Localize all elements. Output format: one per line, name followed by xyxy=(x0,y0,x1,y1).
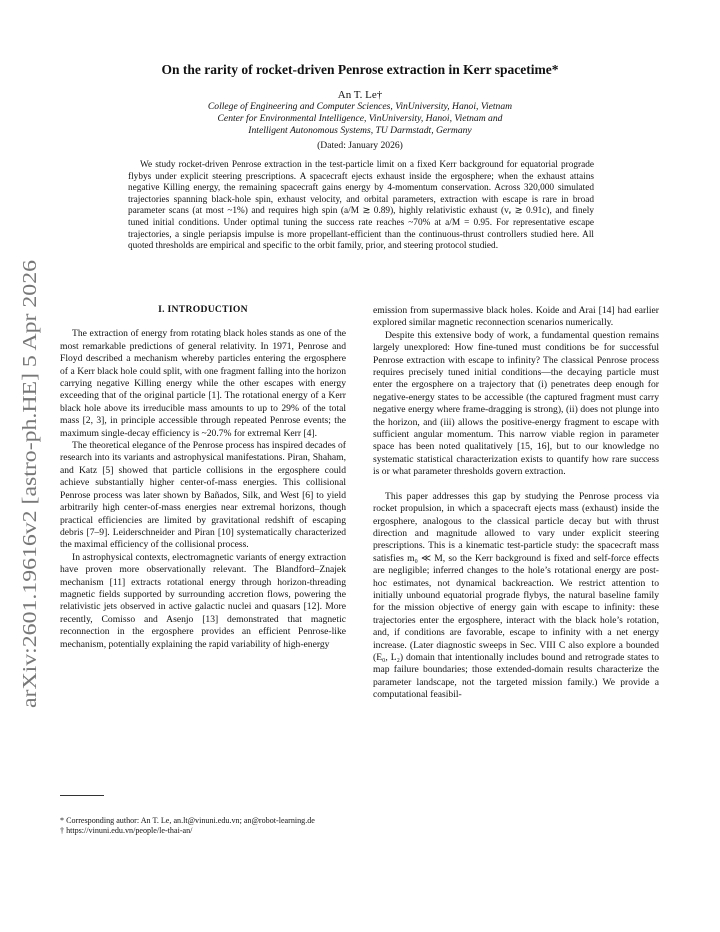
paragraph: This paper addresses this gap by studying the Penrose process via rocket propulsion, in which a spacecraft ejects mass (exhaust) inside the ergosphere, analogous to the classical particle decay but with thrust direction and magnitude allowed to vary under explicit steering prescriptions. This is a kinematic test-particle study: the spacecraft mass satisfies m₀ ≪ M, so the Kerr background is fixed and self-force effects are negligible; inferred changes to the hole’s rotational energy are post-hoc estimates, not dynamical backreaction. We restrict attention to initially unbound equatorial prograde flybys, the natural baseline family for the mission objective of energy gain with escape to infinity: these trajectories enter the ergosphere, interact with the black hole’s rotation, and, if conditions are favorable, escape to infinity with a net energy increase. (Later diagnostic sweeps in Sec. VIII C also explore a bounded (E₀, L₂) domain that intentionally includes bound and retrograde states to map failure boundaries; those extended-domain results characterize the parameter landscape, not the targeted mission family.) We provide a computational feasibil- xyxy=(373,490,659,701)
paragraph: Despite this extensive body of work, a fundamental question remains largely unexplored: How fine-tuned must conditions be for successful Penrose extraction with escape to infinity? The classical Penrose process requires precisely tuned initial conditions—the decaying particle must enter the ergosphere on a trajectory that (i) penetrates deep enough for negative-energy states to be accessible (the captured fragment must carry negative energy where frame-dragging is strong), (ii) does not plunge into the horizon, and (iii) allows the positive-energy fragment to escape with sufficient angular momentum. This narrow viable region in parameter space has been noted qualitatively [15, 16], but to our knowledge no systematic statistical characterization exists to quantify how rare success is or what parameter thresholds govern extraction. xyxy=(373,329,659,478)
right-column xyxy=(373,305,659,702)
footnote-corresponding-author: * Corresponding author: An T. Le, an.lt@vinuni.edu.vn; an@robot-learning.de xyxy=(60,816,315,825)
affiliations xyxy=(0,101,720,137)
arxiv-stamp-text: arXiv:2601.19616v2 [astro-ph.HE] 5 Apr 2026 xyxy=(20,340,41,708)
affiliation-1: College of Engineering and Computer Sciences, VinUniversity, Hanoi, Vietnam xyxy=(207,101,513,112)
footnote-rule xyxy=(60,795,104,796)
paper-title: On the rarity of rocket-driven Penrose extraction in Kerr spacetime* xyxy=(161,62,559,77)
paragraph: The extraction of energy from rotating black holes stands as one of the most remarkable predictions of general relativity. In 1971, Penrose and Floyd described a mechanism whereby particles entering the ergosphere of a Kerr black hole could split, with one fragment falling into the horizon carrying negative Killing energy while the other escapes with energy exceeding that of the original particle [1]. The rotational energy of a Kerr black hole above its irreducible mass amounts to up to 29% of the total mass [2, 3], in principle accessible through repeated Penrose events; the maximum single-decay efficiency is ~20.7% for extremal Kerr [4]. xyxy=(60,328,346,439)
left-column xyxy=(60,304,346,651)
affiliation-3: Intelligent Autonomous Systems, TU Darmstadt, Germany xyxy=(248,125,472,136)
section-heading-introduction: I. INTRODUCTION xyxy=(158,304,248,315)
paragraph: The theoretical elegance of the Penrose process has inspired decades of research into its variants and astrophysical manifestations. Piran, Shaham, and Katz [5] showed that particle collisions in the ergosphere could achieve substantially higher center-of-mass energies. This collisional Penrose process was later shown by Bañados, Silk, and West [6] to yield arbitrarily high center-of-mass energies near extremal horizons, though practical efficiencies are limited by gravitational redshift of escaping debris [7–9]. Leiderschneider and Piran [10] systematically characterized the maximal efficiency of the collisional process. xyxy=(60,440,346,551)
author-line: An T. Le† xyxy=(337,89,383,101)
paragraph: In astrophysical contexts, electromagnetic variants of energy extraction have proven more observationally relevant. The Blandford–Znajek mechanism [11] extracts rotational energy through horizon-threading magnetic fields supported by surrounding accretion flows, powering the relativistic jets observed in active galactic nuclei and quasars [12]. More recently, Comisso and Asenjo [13] demonstrated that magnetic reconnection in the ergosphere provides an efficient Penrose-like mechanism, potentially explaining the rapid variability of high-energy xyxy=(60,551,346,650)
arxiv-identifier-stamp xyxy=(6,230,46,730)
footnote-author-url: † https://vinuni.edu.vn/people/le-thai-an/ xyxy=(60,826,193,836)
footnotes xyxy=(60,816,350,837)
abstract: We study rocket-driven Penrose extraction in the test-particle limit on a fixed Kerr background for equatorial prograde flybys under explicit steering prescriptions. A spacecraft ejects exhaust inside the ergosphere; when the exhaust attains negative Killing energy, the remaining spacecraft gains energy by 4-momentum conservation. Across 320,000 simulated trajectories spanning black-hole spin, exhaust velocity, and orbital parameters, extraction with escape is rare in broad parameter scans (at most ~1%) and requires high spin (a/M ≳ 0.89), highly relativistic exhaust (vₑ ≳ 0.91c), and finely tuned initial conditions. Under optimal tuning the success rate reaches ~70% at a/M = 0.95. For representative escape trajectories, a single periapsis impulse is more propellant-efficient than the continuous-thrust controllers studied here. All quoted thresholds are empirical and specific to the orbit family, prior, and steering protocol studied. xyxy=(128,160,594,252)
paragraph: emission from supermassive black holes. Koide and Arai [14] had earlier explored similar magnetic reconnection scenarios numerically. xyxy=(373,305,659,329)
dated-line: (Dated: January 2026) xyxy=(317,140,403,151)
affiliation-2: Center for Environmental Intelligence, VinUniversity, Hanoi, Vietnam and xyxy=(217,113,503,124)
